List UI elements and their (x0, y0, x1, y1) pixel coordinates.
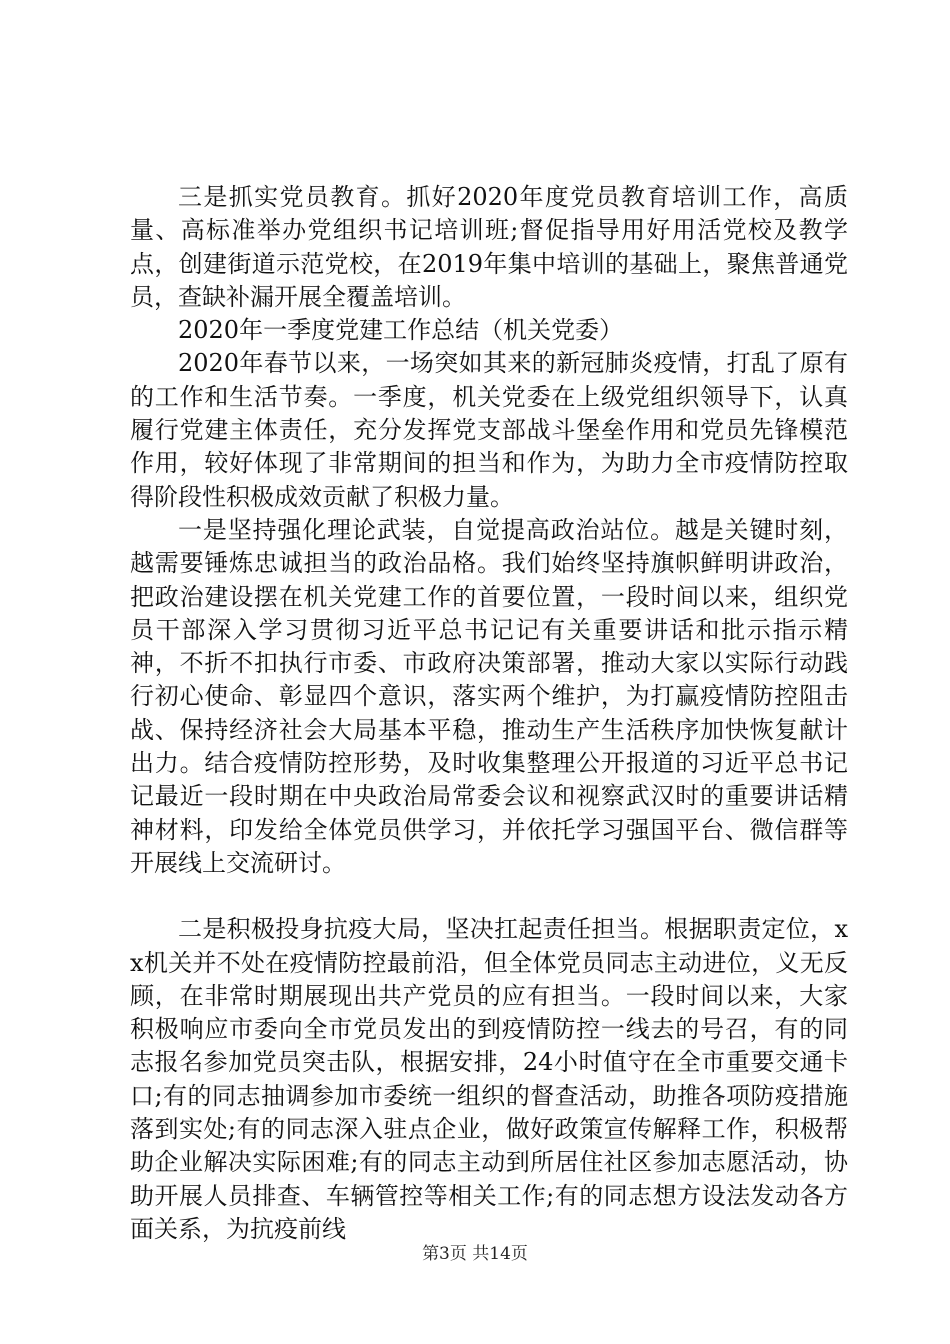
paragraph-theory: 一是坚持强化理论武装，自觉提高政治站位。越是关键时刻，越需要锤炼忠诚担当的政治品格。我们始终坚持旗帜鲜明讲政治，把政治建设摆在机关党建工作的首要位置，一段时间以来，组织党员干部深入学习贯彻习近平总书记记有关重要讲话和批示指示精神，不折不扣执行市委、市政府决策部署，推动大家以实际行动践行初心使命、彰显四个意识，落实两个维护，为打赢疫情防控阻击战、保持经济社会大局基本平稳，推动生产生活秩序加快恢复献计出力。结合疫情防控形势，及时收集整理公开报道的习近平总书记记最近一段时期在中央政治局常委会议和视察武汉时的重要讲话精神材料，印发给全体党员供学习，并依托学习强国平台、微信群等开展线上交流研讨。 (130, 515, 848, 877)
document-body (130, 181, 848, 1246)
paragraph-party-education: 三是抓实党员教育。抓好2020年度党员教育培训工作，高质量、高标准举办党组织书记培训班;督促指导用好用活党校及教学点，创建街道示范党校，在2019年集中培训的基础上，聚焦普通党员，查缺补漏开展全覆盖培训。 (130, 183, 848, 311)
paragraph-intro: 2020年春节以来，一场突如其来的新冠肺炎疫情，打乱了原有的工作和生活节奏。一季度，机关党委在上级党组织领导下，认真履行党建主体责任，充分发挥党支部战斗堡垒作用和党员先锋模范作用，较好体现了非常期间的担当和作为，为助力全市疫情防控取得阶段性积极成效贡献了积极力量。 (130, 349, 848, 511)
paragraph-gap (130, 880, 848, 913)
page-number: 第3页 共14页 (422, 1244, 528, 1264)
section-title: 2020年一季度党建工作总结（机关党委） (178, 316, 624, 345)
paragraph-epidemic: 二是积极投身抗疫大局，坚决扛起责任担当。根据职责定位，xx机关并不处在疫情防控最前沿，但全体党员同志主动进位，义无反顾，在非常时期展现出共产党员的应有担当。一段时间以来，大家积极响应市委向全市党员发出的到疫情防控一线去的号召，有的同志报名参加党员突击队，根据安排，24小时值守在全市重要交通卡口;有的同志抽调参加市委统一组织的督查活动，助推各项防疫措施落到实处;有的同志深入驻点企业，做好政策宣传解释工作，积极帮助企业解决实际困难;有的同志主动到所居住社区参加志愿活动，协助开展人员排查、车辆管控等相关工作;有的同志想方设法发动各方面关系，为抗疫前线 (130, 915, 848, 1243)
